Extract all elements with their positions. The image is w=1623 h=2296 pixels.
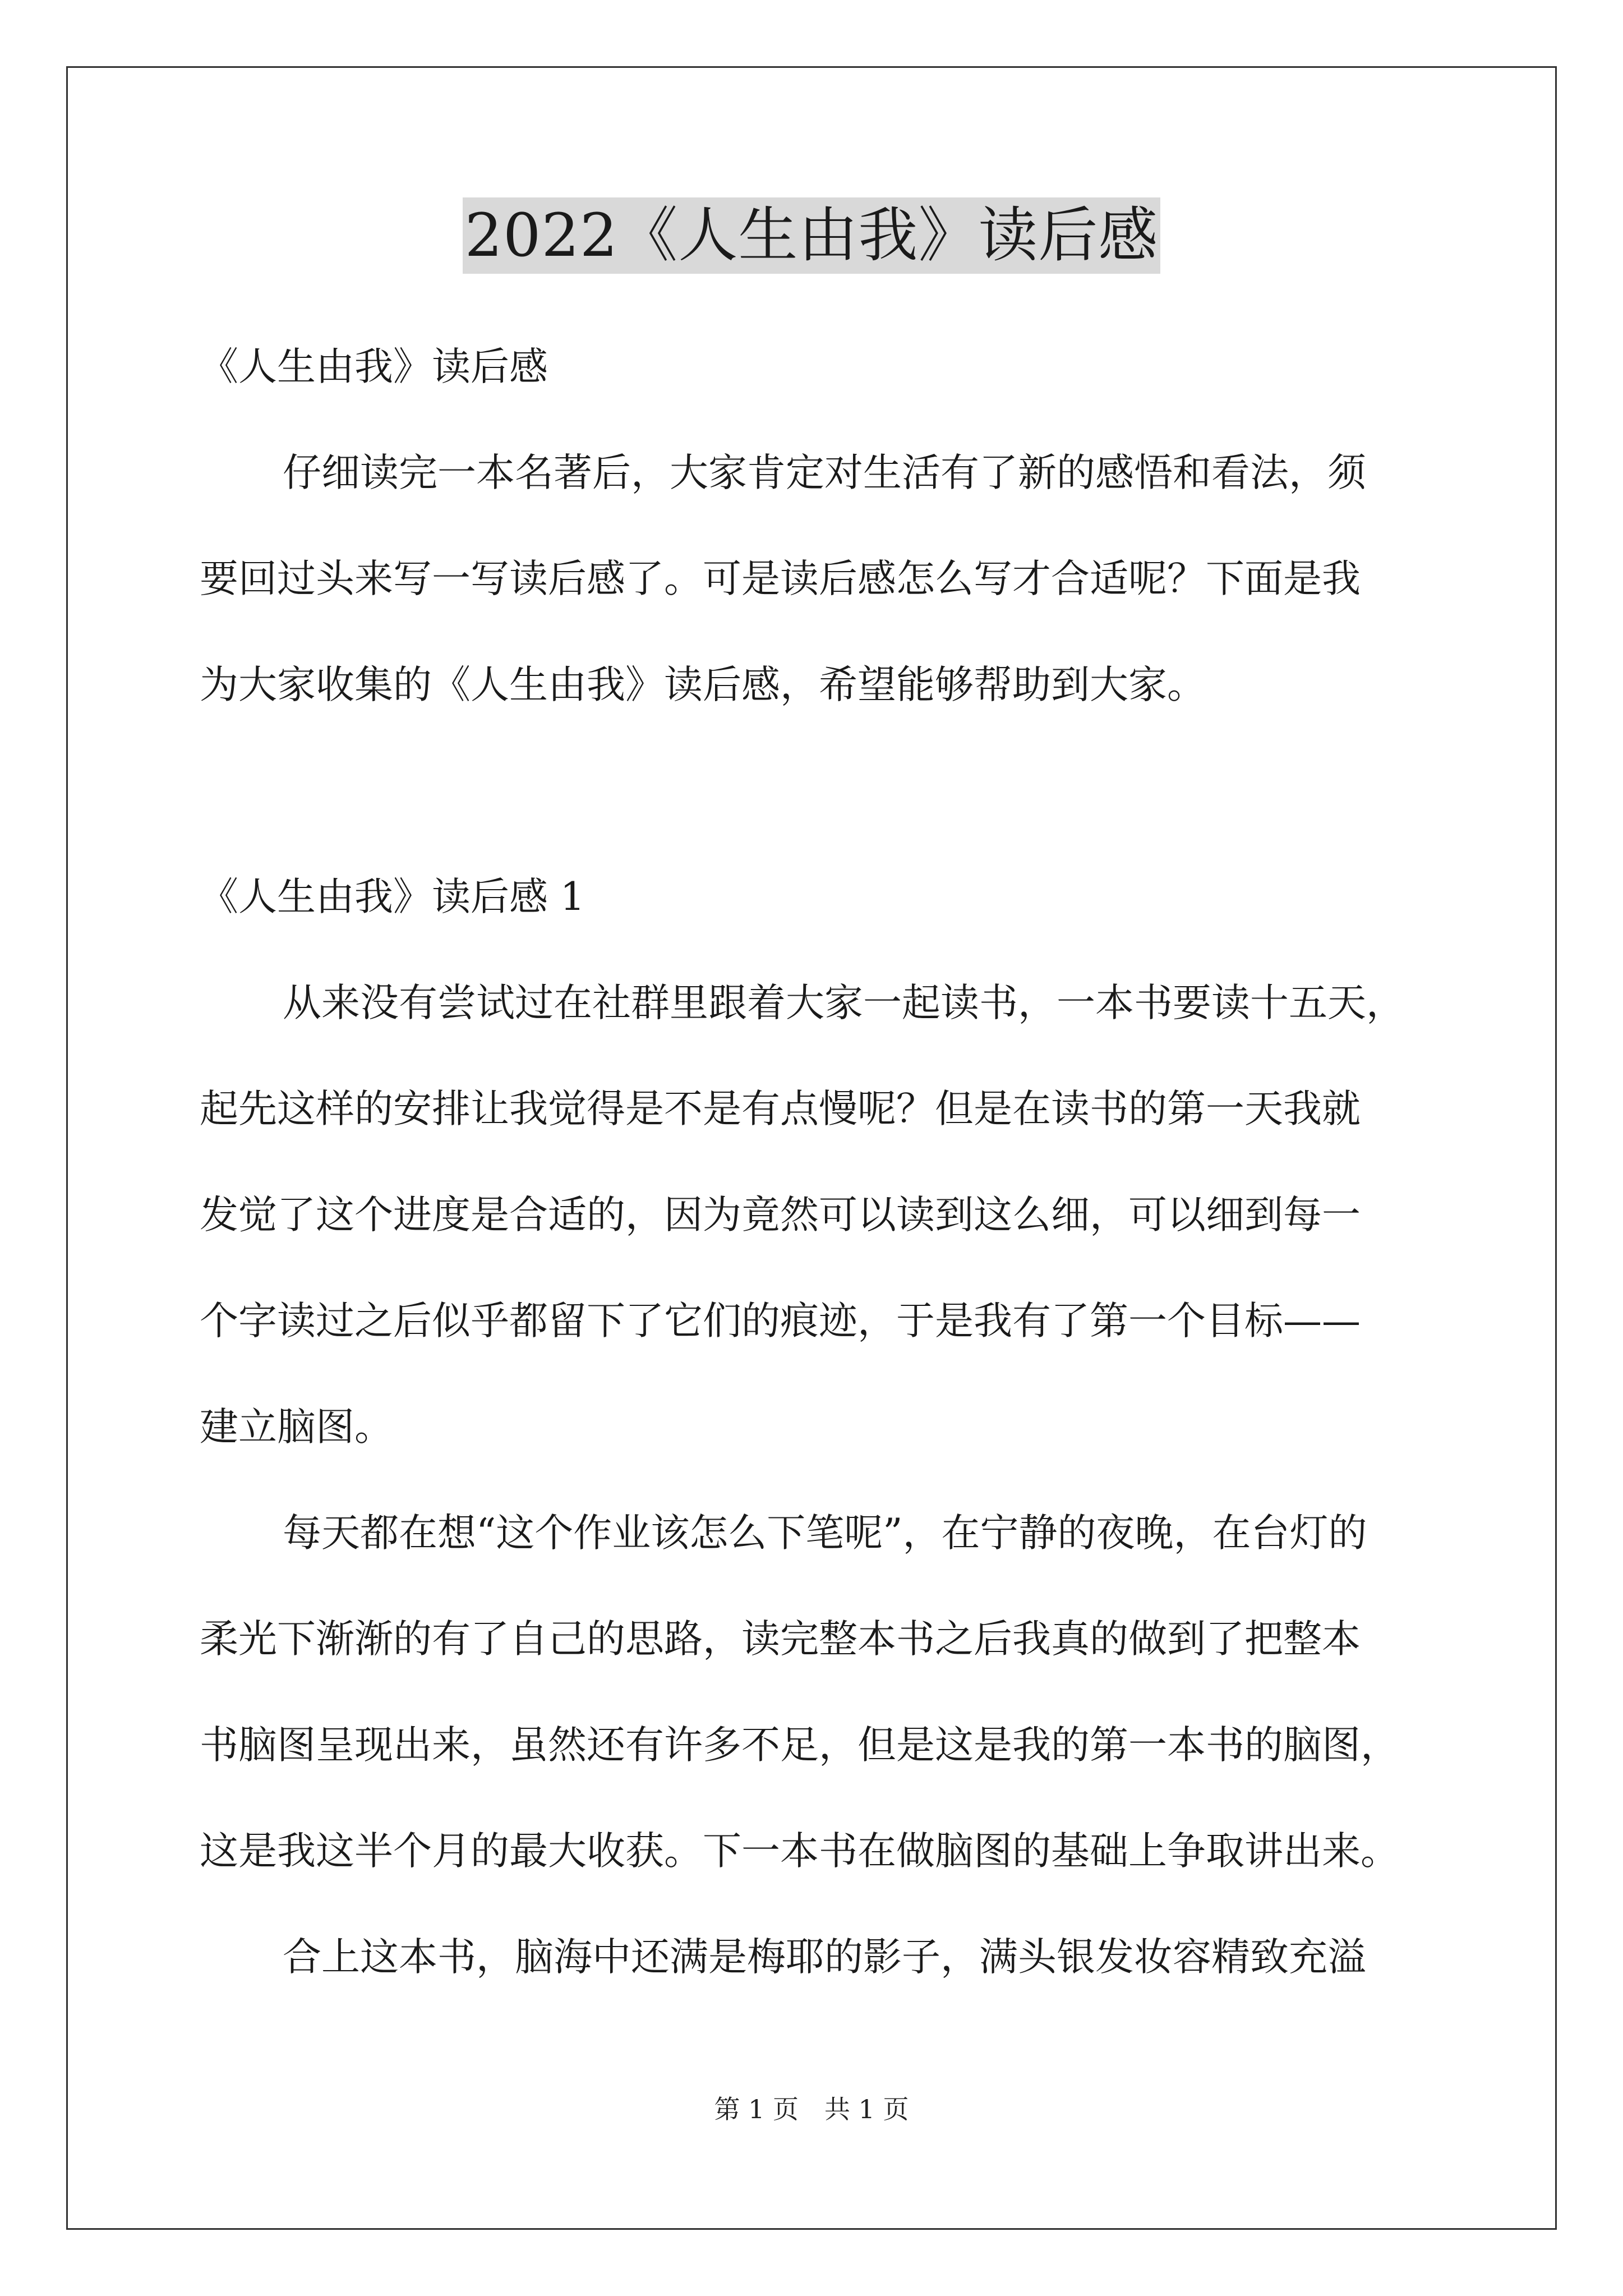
text-line: 柔光下渐渐的有了自己的思路，读完整本书之后我真的做到了把整本: [200, 1617, 1361, 1662]
text-line: 要回过头来写一写读后感了。可是读后感怎么写才合适呢？下面是我: [200, 556, 1361, 601]
text-line: 这是我这半个月的最大收获。下一本书在做脑图的基础上争取讲出来。: [200, 1829, 1399, 1874]
text-line: 合上这本书，脑海中还满是梅耶的影子，满头银发妆容精致充溢: [283, 1935, 1366, 1980]
document-title: 2022《人生由我》读后感: [463, 197, 1161, 274]
text-line: 《人生由我》读后感: [200, 344, 548, 389]
page-footer: 第 1 页 共 1 页: [714, 2094, 909, 2124]
text-line: 建立脑图。: [200, 1405, 393, 1450]
text-line: 为大家收集的《人生由我》读后感，希望能够帮助到大家。: [200, 662, 1206, 707]
title-container: [0, 197, 1623, 274]
text-line: 个字读过之后似乎都留下了它们的痕迹，于是我有了第一个目标——: [200, 1299, 1361, 1343]
document-body: [200, 314, 1433, 2010]
text-line: 起先这样的安排让我觉得是不是有点慢呢？但是在读书的第一天我就: [200, 1087, 1361, 1131]
text-line: 从来没有尝试过在社群里跟着大家一起读书，一本书要读十五天，: [283, 981, 1405, 1025]
blank-line: [200, 738, 1433, 844]
text-line: 发觉了这个进度是合适的，因为竟然可以读到这么细，可以细到每一: [200, 1193, 1361, 1237]
text-line: 《人生由我》读后感 1: [200, 875, 585, 919]
text-line: 书脑图呈现出来，虽然还有许多不足，但是这是我的第一本书的脑图，: [200, 1723, 1399, 1768]
text-line: 仔细读完一本名著后，大家肯定对生活有了新的感悟和看法，须: [283, 450, 1366, 495]
text-line: 每天都在想“这个作业该怎么下笔呢”，在宁静的夜晚，在台灯的: [283, 1511, 1367, 1556]
